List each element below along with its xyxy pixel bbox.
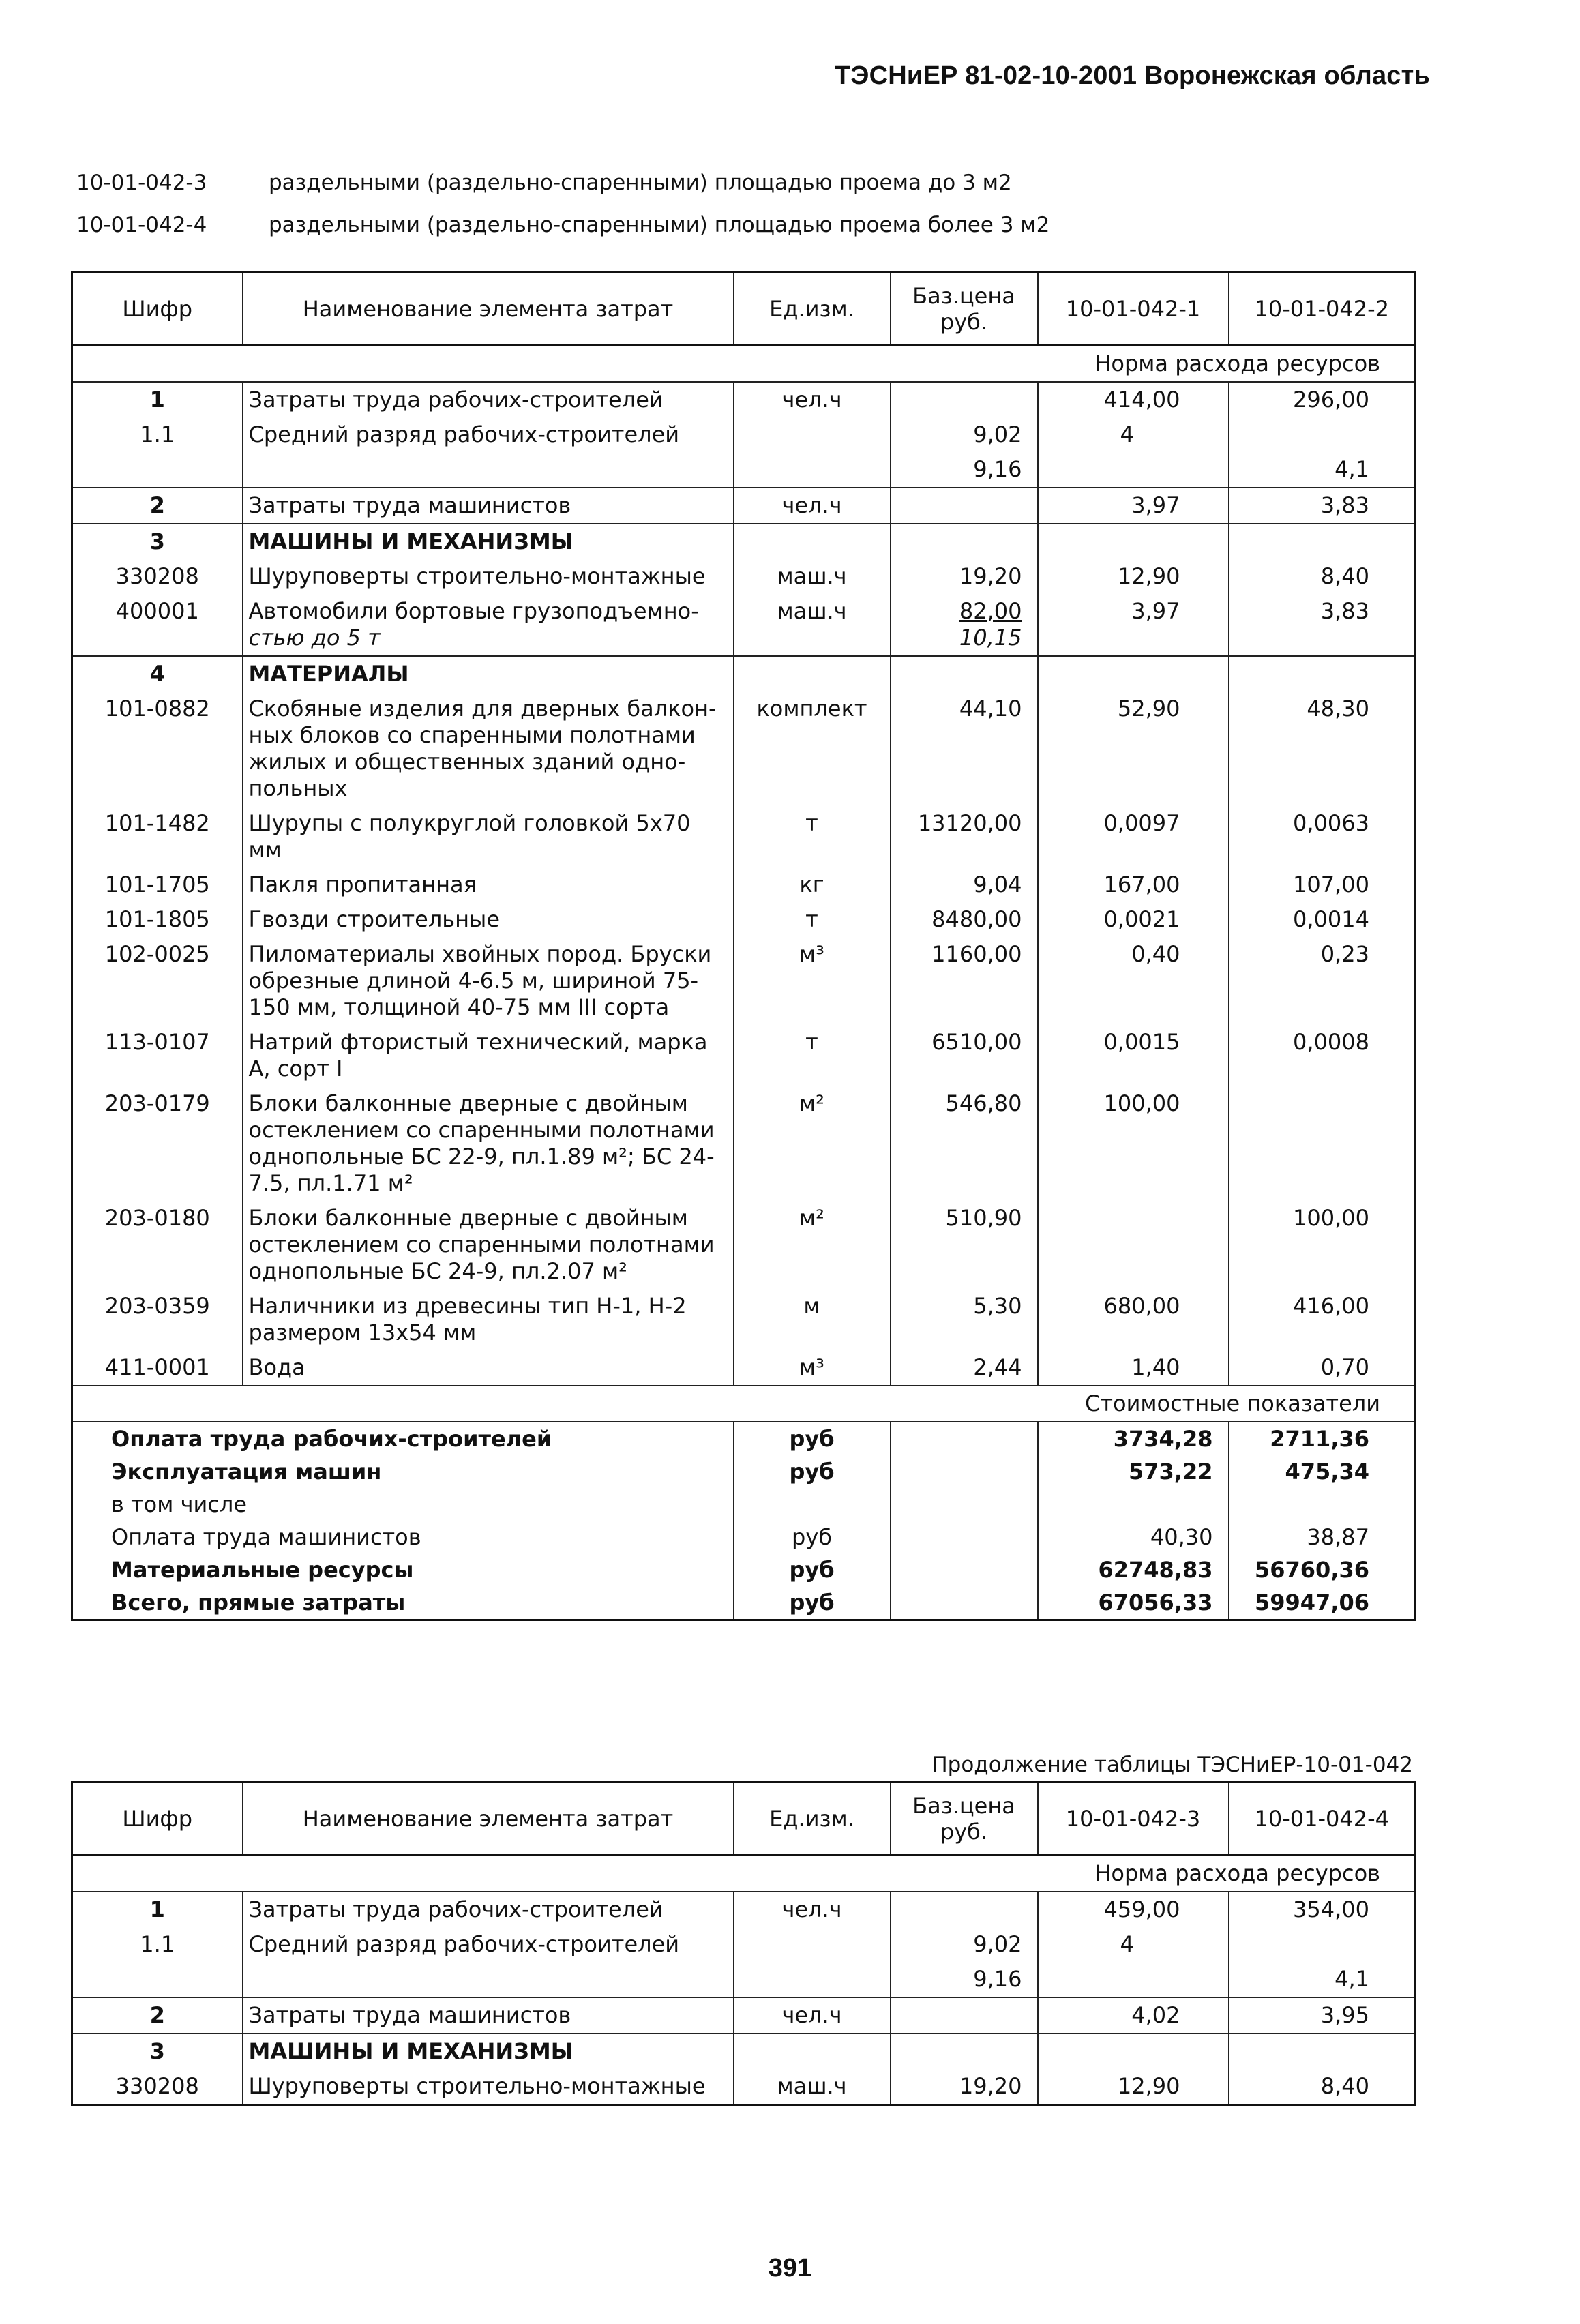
table-row: 9,16 4,1 xyxy=(72,452,1416,488)
table-header-row xyxy=(72,1783,1416,1856)
table-row: 330208 Шуруповерты строительно-монтажные маш.ч 19,20 12,90 8,40 xyxy=(72,2069,1416,2105)
norm-label-row xyxy=(72,346,1416,383)
intro-text: раздельными (раздельно-спаренными) площадью проема более 3 м2 xyxy=(269,213,1050,237)
header-code: Шифр xyxy=(72,273,243,346)
page-number: 391 xyxy=(768,2254,812,2282)
section-row-machines: 3 МАШИНЫ И МЕХАНИЗМЫ xyxy=(72,2034,1416,2069)
header-col-2: 10-01-042-4 xyxy=(1229,1783,1416,1856)
norm-label-row xyxy=(72,1856,1416,1892)
intro-text: раздельными (раздельно-спаренными) площадью проема до 3 м2 xyxy=(269,170,1012,195)
header-unit: Ед.изм. xyxy=(734,273,891,346)
cost-row: Оплата труда машинистов руб 40,30 38,87 xyxy=(72,1521,1416,1553)
header-base-price: Баз.цена руб. xyxy=(891,1783,1038,1856)
header-col-1: 10-01-042-3 xyxy=(1038,1783,1229,1856)
cost-label: Стоимостные показатели xyxy=(72,1386,1416,1422)
cost-row: Материальные ресурсы руб 62748,83 56760,36 xyxy=(72,1553,1416,1586)
table-row: 203-0180 Блоки балконные дверные с двойным остеклением со спаренными полотнами однопольные БС 24-9, пл.2.07 м² м² 510,90 100,00 xyxy=(72,1201,1416,1289)
header-name: Наименование элемента затрат xyxy=(243,1783,734,1856)
continuation-label: Продолжение таблицы ТЭСНиЕР-10-01-042 xyxy=(931,1753,1413,1777)
header-col-2: 10-01-042-2 xyxy=(1229,273,1416,346)
table-row: 101-1805 Гвозди строительные т 8480,00 0,0021 0,0014 xyxy=(72,902,1416,937)
table-row: 101-0882 Скобяные изделия для дверных балкон-ных блоков со спаренными полотнами жилых и общественных зданий одно-польных комплект 44,10 52,90 48,30 xyxy=(72,691,1416,806)
intro-line-1 xyxy=(76,170,1372,195)
table-row: 1 Затраты труда рабочих-строителей чел.ч 414,00 296,00 xyxy=(72,382,1416,417)
intro-code: 10-01-042-4 xyxy=(76,213,207,237)
table-row: 400001 Автомобили бортовые грузоподъемно- стью до 5 т маш.ч 82,00 10,15 3,97 3,83 xyxy=(72,594,1416,656)
table-row: 203-0359 Наличники из древесины тип Н-1, Н-2 размером 13х54 мм м 5,30 680,00 416,00 xyxy=(72,1289,1416,1350)
header-code: Шифр xyxy=(72,1783,243,1856)
page-header-title: ТЭСНиЕР 81-02-10-2001 Воронежская область xyxy=(834,61,1430,90)
header-col-1: 10-01-042-1 xyxy=(1038,273,1229,346)
section-row-materials: 4 МАТЕРИАЛЫ xyxy=(72,656,1416,691)
table-row: 1 Затраты труда рабочих-строителей чел.ч 459,00 354,00 xyxy=(72,1892,1416,1927)
table-row: 9,16 4,1 xyxy=(72,1962,1416,1997)
table-row: 2 Затраты труда машинистов чел.ч 3,97 3,83 xyxy=(72,488,1416,524)
intro-code: 10-01-042-3 xyxy=(76,170,207,195)
table-row: 2 Затраты труда машинистов чел.ч 4,02 3,95 xyxy=(72,1997,1416,2034)
header-name: Наименование элемента затрат xyxy=(243,273,734,346)
table-row: 1.1 Средний разряд рабочих-строителей 9,02 4 xyxy=(72,1927,1416,1962)
cost-row: Всего, прямые затраты руб 67056,33 59947,06 xyxy=(72,1586,1416,1620)
header-unit: Ед.изм. xyxy=(734,1783,891,1856)
intro-line-2 xyxy=(76,213,1372,237)
table-row: 330208 Шуруповерты строительно-монтажные маш.ч 19,20 12,90 8,40 xyxy=(72,559,1416,594)
table-row: 101-1705 Пакля пропитанная кг 9,04 167,00 107,00 xyxy=(72,867,1416,902)
norm-table-1 xyxy=(71,271,1416,1621)
table-row: 1.1 Средний разряд рабочих-строителей 9,02 4 xyxy=(72,417,1416,452)
table-row: 102-0025 Пиломатериалы хвойных пород. Бруски обрезные длиной 4-6.5 м, шириной 75-150 мм, толщиной 40-75 мм III сорта м³ 1160,00 0,40 0,23 xyxy=(72,937,1416,1025)
cost-row: в том числе xyxy=(72,1488,1416,1521)
table-row: 113-0107 Натрий фтористый технический, марка А, сорт I т 6510,00 0,0015 0,0008 xyxy=(72,1025,1416,1086)
table-row: 101-1482 Шурупы с полукруглой головкой 5х70 мм т 13120,00 0,0097 0,0063 xyxy=(72,806,1416,867)
section-row-machines: 3 МАШИНЫ И МЕХАНИЗМЫ xyxy=(72,524,1416,559)
norm-table-2 xyxy=(71,1781,1416,2106)
table-header-row xyxy=(72,273,1416,346)
norm-label: Норма расхода ресурсов xyxy=(72,1856,1416,1892)
table-row: 203-0179 Блоки балконные дверные с двойным остеклением со спаренными полотнами однопольные БС 22-9, пл.1.89 м²; БС 24-7.5, пл.1.71 м² м² 546,80 100,00 xyxy=(72,1086,1416,1201)
table-row: 411-0001 Вода м³ 2,44 1,40 0,70 xyxy=(72,1350,1416,1386)
cost-label-row xyxy=(72,1386,1416,1422)
header-base-price: Баз.цена руб. xyxy=(891,273,1038,346)
cost-row: Оплата труда рабочих-строителей руб 3734,28 2711,36 xyxy=(72,1422,1416,1455)
cost-row: Эксплуатация машин руб 573,22 475,34 xyxy=(72,1455,1416,1488)
norm-label: Норма расхода ресурсов xyxy=(72,346,1416,383)
